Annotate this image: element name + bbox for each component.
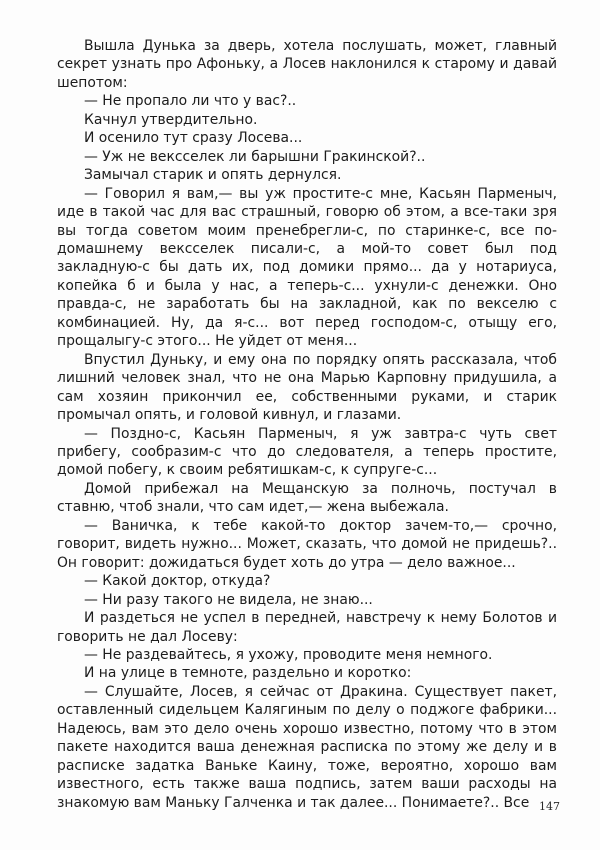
paragraph: — Не раздевайтесь, я ухожу, проводите меня немного. [84, 646, 493, 663]
body-text [57, 37, 557, 812]
paragraph: — Какой доктор, откуда? [84, 573, 271, 590]
paragraph: — Ни разу такого не видела, не знаю... [84, 591, 373, 608]
paragraph: Впустил Дуньку, и ему она по порядку опять рассказала, чтоб лишний человек знал, что не она Марью Карповну придушила, а сам хозяин прикончил ее, собственными руками, и старик промычал опять, и головой кивнул, и глазами. [57, 351, 557, 424]
paragraph: — Не пропало ли что у вас?.. [84, 93, 297, 110]
paragraph: И осенило тут сразу Лосева... [84, 130, 303, 147]
paragraph: — Уж не вексселек ли барышни Гракинской?.. [84, 148, 426, 165]
paragraph: — Говорил я вам,— вы уж простите-с мне, Касьян Парменыч, иде в такой час для вас страшный, говорю об этом, а все-таки зря вы тогда советом моим пренебрегли-с, по старинке-с, все по-домашнему вексселек писали-с, а мой-то совет был под закладную-с бы дать их, под домики прямо... да у нотариуса, копейка б и была у нас, а теперь-с... ухнули-с денежки. Оно правда-с, не заработать бы на закладной, как по векселю с комбинацией. Ну, да я-с... вот перед господом-с, отыщу его, прощалыгу-с этого... Не уйдет от меня... [57, 185, 557, 350]
paragraph: — Слушайте, Лосев, я сейчас от Дракина. Существует пакет, оставленный сидельцем Калягиным по делу о поджоге фабрики... Надеюсь, вам это дело очень хорошо известно, потому что в этом пакете находится ваша денежная расписка по этому же делу и в расписке задатка Ваньке Каину, тоже, вероятно, хорошо вам известного, есть также ваша подпись, затем ваши расходы на знакомую вам Маньку Галченка и так далее... Понимаете?.. Все [57, 683, 557, 811]
page-number: 147 [539, 800, 560, 813]
paragraph: Вышла Дунька за дверь, хотела послушать, может, главный секрет узнать про Афоньку, а Лосев наклонился к старому и давай шепотом: [57, 38, 557, 91]
paragraph: Качнул утвердительно. [84, 111, 258, 128]
paragraph: И на улице в темноте, раздельно и коротко: [84, 665, 412, 682]
paragraph: Замычал старик и опять дернулся. [84, 167, 342, 184]
paragraph: И раздеться не успел в передней, навстречу к нему Болотов и говорить не дал Лосеву: [57, 610, 557, 645]
paragraph: Домой прибежал на Мещанскую за полночь, постучал в ставню, чтоб знали, что сам идет,— жена выбежала. [57, 480, 557, 516]
paragraph: — Поздно-с, Касьян Парменыч, я уж завтра-с чуть свет прибегу, сообразим-с что до следователя, а теперь простите, домой побегу, к своим ребятишкам-с, к супруге-с... [57, 425, 557, 479]
paragraph: — Ваничка, к тебе какой-то доктор зачем-то,— срочно, говорит, видеть нужно... Может, сказать, что домой не придешь?.. Он говорит: дожидаться будет хоть до утра — дело важное... [57, 517, 557, 571]
